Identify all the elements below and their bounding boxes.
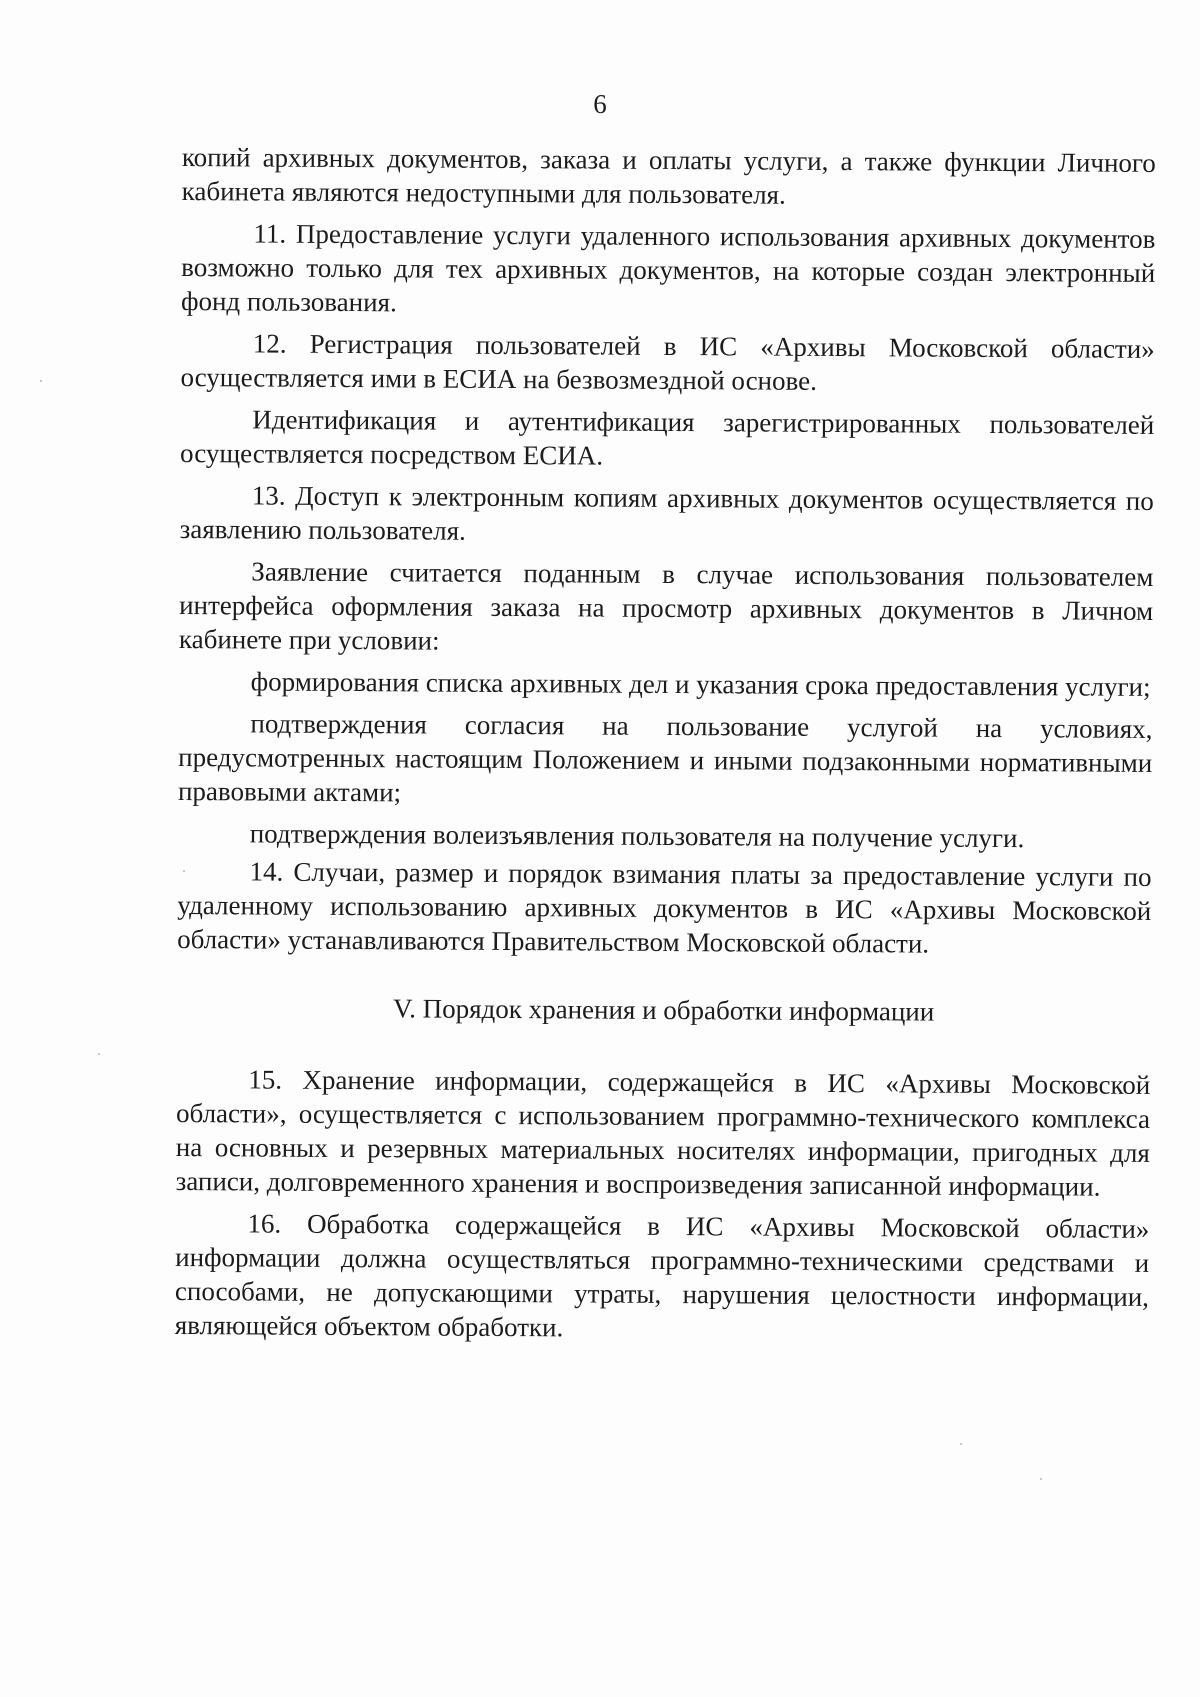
scan-speck [98, 1053, 100, 1055]
page-number: 6 [593, 89, 607, 119]
paragraph-continuation: копий архивных документов, заказа и оплаты услуги, а также функции Личного кабинета являются недоступными для пользователя. [181, 141, 1156, 210]
paragraph-condition-3: подтверждения волеизъявления пользователя на получение услуги. [249, 818, 1025, 854]
scan-speck [183, 870, 185, 872]
scan-speck [960, 1443, 962, 1445]
paragraph-application: Заявление считается поданным в случае использования пользователем интерфейса оформления заказа на просмотр архивных документов в Личном кабинете при условии: [178, 556, 1154, 656]
scan-speck [40, 380, 42, 382]
paragraph-13: 13. Доступ к электронным копиям архивных документов осуществляется по заявлению пользователя. [179, 480, 1154, 546]
paragraph-identification: Идентификация и аутентификация зарегистрированных пользователей осуществляется посредством ЕСИА. [179, 404, 1155, 471]
document-body [175, 140, 1156, 1356]
scan-speck [1040, 1478, 1042, 1480]
paragraph-12: 12. Регистрация пользователей в ИС «Архивы Московской области» осуществляется ими в ЕСИА на безвозмездной основе. [180, 328, 1155, 396]
paragraph-11: 11. Предоставление услуги удаленного использования архивных документов возможно только для тех архивных документов, на которые создан электронный фонд пользования. [180, 218, 1156, 318]
paragraph-condition-2: подтверждения согласия на пользование услугой на условиях, предусмотренных настоящим Положением и иными подзаконными нормативными правовыми актами; [177, 708, 1153, 808]
section-heading: V. Порядок хранения и обработки информации [393, 993, 935, 1027]
paragraph-condition-1: формирования списка архивных дел и указания срока предоставления услуги; [250, 666, 1151, 702]
paragraph-16: 16. Обработка содержащейся в ИС «Архивы Московской области» информации должна осуществляться программно-техническими средствами и способами, не допускающими утраты, нарушения целостности информации, являющейся объектом обработки. [174, 1208, 1150, 1343]
paragraph-14: 14. Случаи, размер и порядок взимания платы за предоставление услуги по удаленному использованию архивных документов в ИС «Архивы Московской области» устанавливаются Правительством Московской области. [177, 856, 1152, 959]
paragraph-15: 15. Хранение информации, содержащейся в ИС «Архивы Московской области», осуществляется с использованием программно-технического комплекса на основных и резервных материальных носителях информации, пригодных для записи, долговременного хранения и воспроизведения записанной информации. [175, 1064, 1151, 1202]
